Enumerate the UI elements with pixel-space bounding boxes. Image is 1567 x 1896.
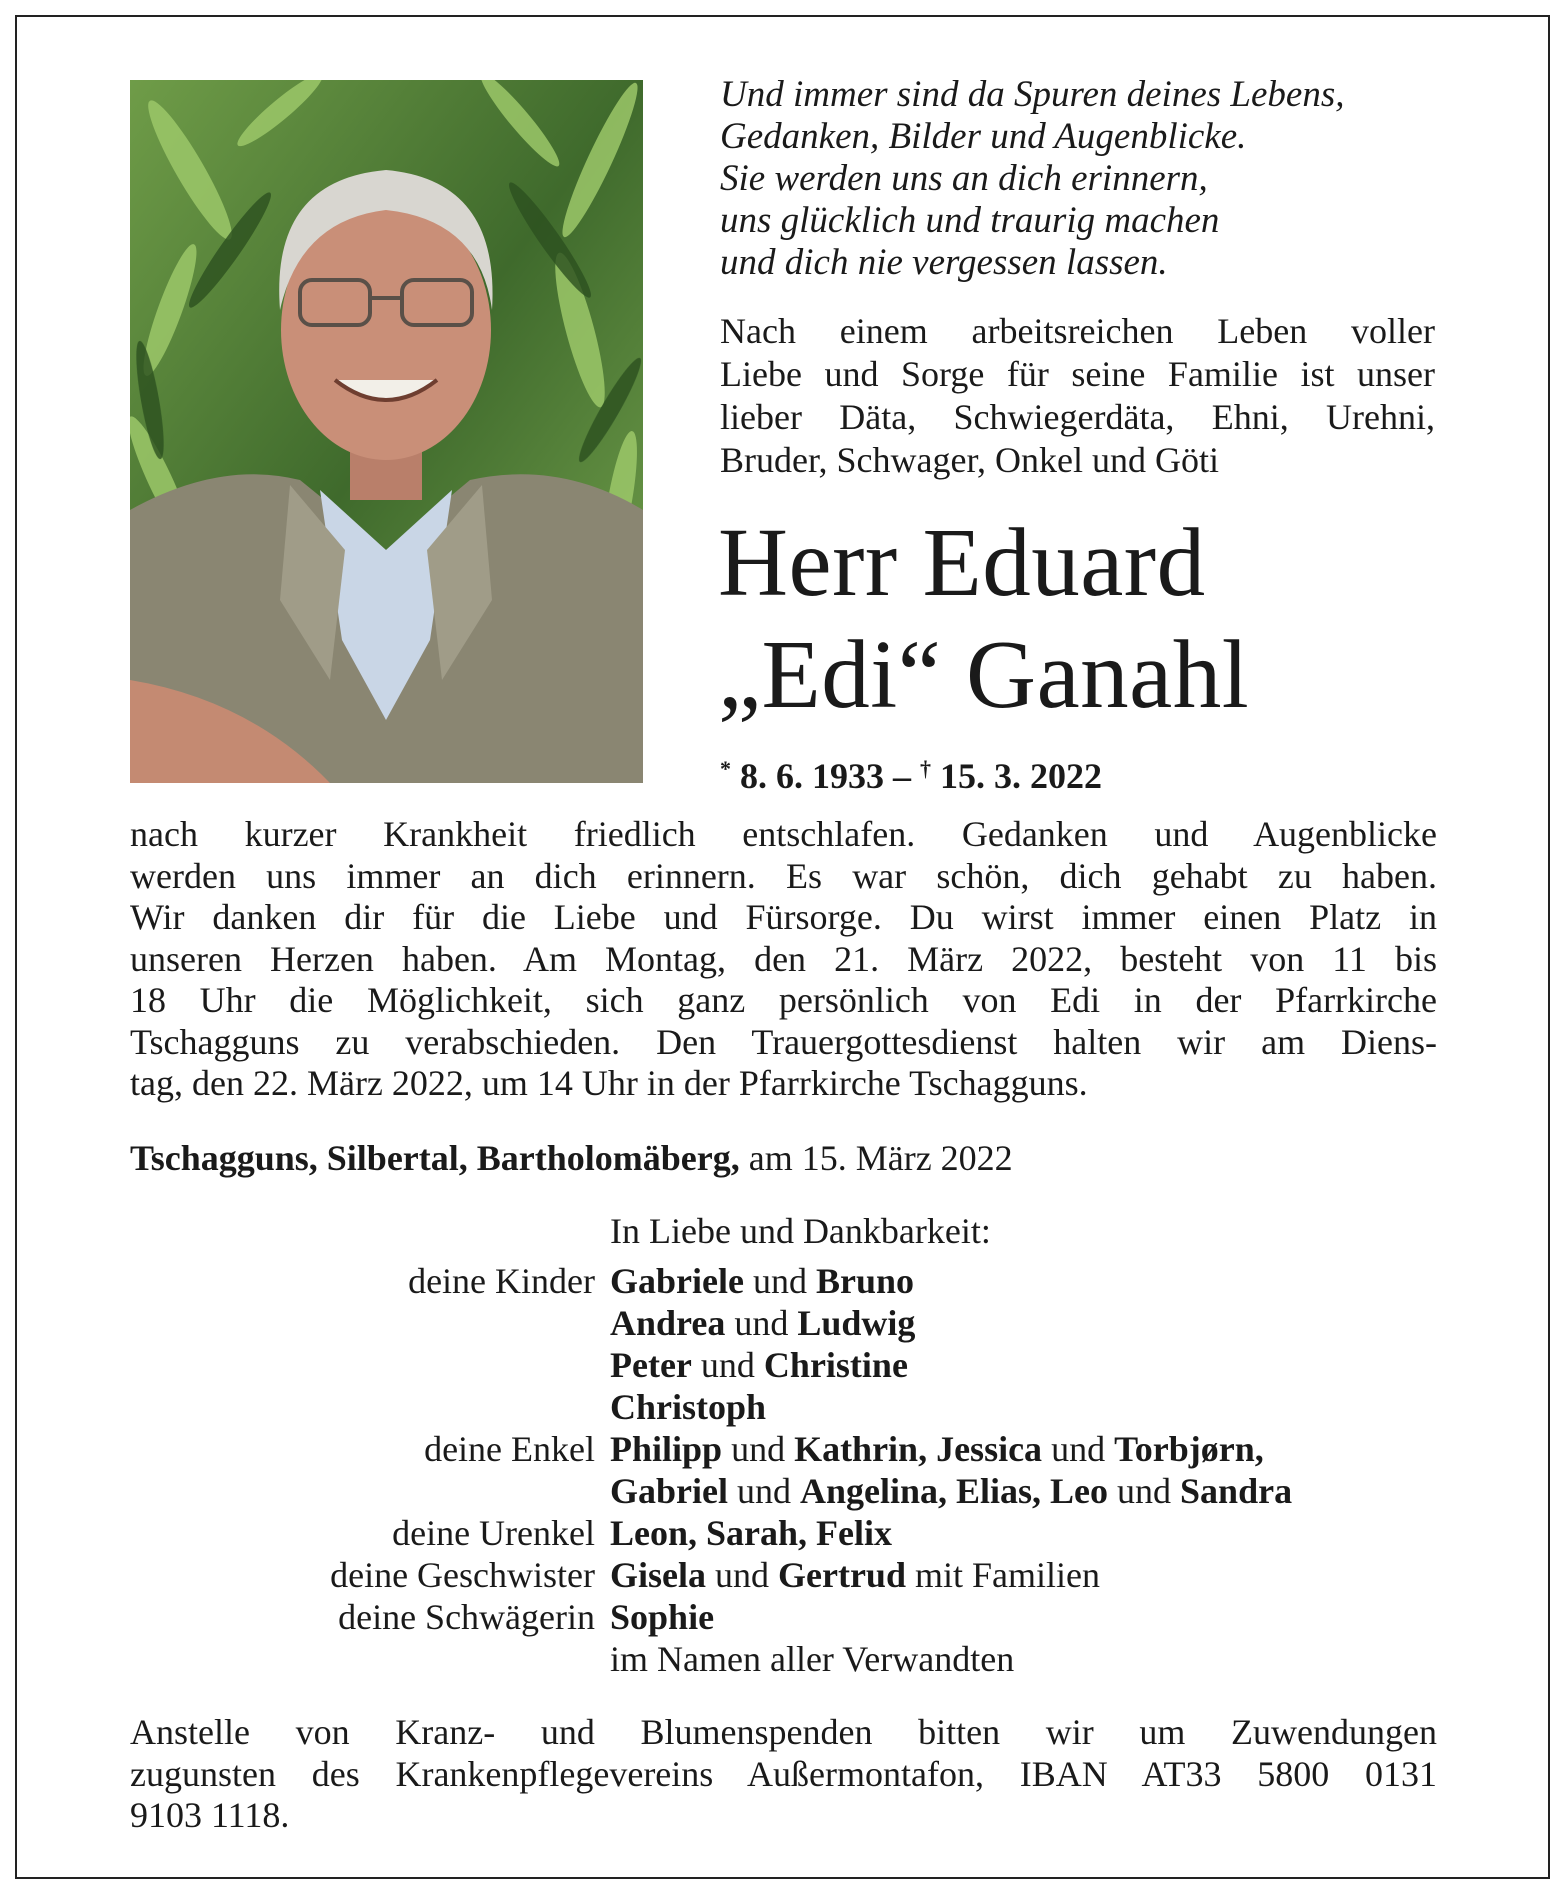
verwandte-line: im Namen aller Verwandten	[610, 1639, 1015, 1679]
family-name: Andrea	[610, 1303, 726, 1343]
family-names	[610, 1554, 1100, 1596]
body-line: Wir danken dir für die Liebe und Fürsorge. Du wirst immer einen Platz in	[130, 897, 1437, 937]
death-symbol: †	[920, 756, 931, 781]
relation-label: deine Urenkel	[392, 1513, 595, 1553]
family-name: Sandra	[1180, 1471, 1293, 1511]
family-connector: und	[743, 1261, 816, 1301]
place-date	[130, 1137, 1013, 1179]
relation-label: deine Geschwister	[330, 1555, 595, 1595]
relation-label: deine Kinder	[408, 1261, 595, 1301]
locations: Tschagguns, Silbertal, Bartholomäberg,	[130, 1138, 740, 1178]
family-name: Gabriele	[610, 1261, 744, 1301]
family-connector: mit Familien	[905, 1555, 1100, 1595]
body-line: nach kurzer Krankheit friedlich entschlafen. Gedanken und Augenblicke	[130, 814, 1437, 854]
body-text	[130, 814, 1437, 1105]
family-names	[610, 1512, 892, 1554]
intro-line: Liebe und Sorge für seine Familie ist unser	[720, 354, 1435, 394]
family-name: Sophie	[610, 1597, 715, 1637]
family-row-schwaegerin	[130, 1596, 1470, 1638]
body-line: Tschagguns zu verabschieden. Den Trauergottesdienst halten wir am Diens-	[130, 1021, 1437, 1062]
family-row-kinder	[130, 1386, 1470, 1428]
family-name: Kathrin, Jessica	[794, 1429, 1043, 1469]
family-name: Gabriel	[610, 1471, 728, 1511]
family-row-enkel	[130, 1470, 1470, 1512]
closing-line: 9103 1118.	[130, 1795, 290, 1835]
family-name: Bruno	[815, 1261, 915, 1301]
closing-line: zugunsten des Krankenpflegevereins Außermontafon, IBAN AT33 5800 0131	[130, 1753, 1437, 1794]
family-name: Gisela	[610, 1555, 706, 1595]
family-row-geschwister	[130, 1554, 1470, 1596]
intro-line: Nach einem arbeitsreichen Leben voller	[720, 311, 1435, 351]
body-line: werden uns immer an dich erinnern. Es war schön, dich gehabt zu haben.	[130, 855, 1437, 896]
family-row-kinder	[130, 1260, 1470, 1302]
name-line-2: „Edi“ Ganahl	[718, 621, 1250, 728]
family-name: Christoph	[610, 1387, 767, 1427]
family-names	[610, 1344, 908, 1386]
family-names	[610, 1260, 914, 1302]
death-date: 15. 3. 2022	[940, 756, 1102, 796]
relation-label	[130, 1386, 610, 1428]
poem	[720, 74, 1440, 284]
family-name: Ludwig	[797, 1303, 916, 1343]
relation-label: deine Enkel	[424, 1429, 595, 1469]
family-names	[610, 1302, 915, 1344]
poem-line: Gedanken, Bilder und Augenblicke.	[720, 116, 1247, 157]
family-connector: und	[706, 1555, 778, 1595]
intro-text	[720, 310, 1435, 482]
birth-date: 8. 6. 1933	[740, 756, 884, 796]
family-row-kinder	[130, 1344, 1470, 1386]
relation-label	[130, 1302, 610, 1344]
poem-line: Und immer sind da Spuren deines Lebens,	[720, 74, 1345, 115]
deceased-name	[718, 507, 1478, 731]
family-names	[610, 1428, 1264, 1470]
family-connector: und	[727, 1471, 800, 1511]
poem-line: und dich nie vergessen lassen.	[720, 242, 1168, 283]
family-connector: und	[722, 1429, 795, 1469]
family-name: Gertrud	[778, 1555, 906, 1595]
body-line: unseren Herzen haben. Am Montag, den 21. März 2022, besteht von 11 bis	[130, 938, 1437, 979]
relation-label	[130, 1470, 610, 1512]
mourners-list	[130, 1260, 1470, 1680]
name-line-1: Herr Eduard	[718, 509, 1206, 616]
thanks-line: In Liebe und Dankbarkeit:	[610, 1211, 991, 1251]
poem-line: Sie werden uns an dich erinnern,	[720, 158, 1208, 199]
family-row-enkel	[130, 1428, 1470, 1470]
relation-label: deine Schwägerin	[338, 1597, 595, 1637]
family-row-verwandte	[130, 1638, 1470, 1680]
family-name: Leon, Sarah, Felix	[610, 1513, 893, 1553]
poem-line: uns glücklich und traurig machen	[720, 200, 1220, 241]
family-name: Angelina, Elias, Leo	[799, 1471, 1109, 1511]
family-names	[610, 1386, 766, 1428]
body-line: tag, den 22. März 2022, um 14 Uhr in der Pfarrkirche Tschagguns.	[130, 1063, 1088, 1103]
relation-label	[130, 1344, 610, 1386]
body-line: 18 Uhr die Möglichkeit, sich ganz persönlich von Edi in der Pfarrkirche	[130, 980, 1437, 1020]
family-names	[610, 1596, 714, 1638]
family-names	[610, 1470, 1292, 1512]
family-connector: und	[1042, 1429, 1115, 1469]
closing-text	[130, 1712, 1437, 1837]
family-connector: und	[691, 1345, 764, 1385]
intro-line: lieber Däta, Schwiegerdäta, Ehni, Urehni,	[720, 397, 1435, 437]
relation-label	[130, 1638, 610, 1680]
family-name: Philipp	[610, 1429, 723, 1469]
family-row-kinder	[130, 1302, 1470, 1344]
portrait-photo	[130, 80, 643, 783]
family-connector: und	[725, 1303, 798, 1343]
place-date-text: am 15. März 2022	[739, 1138, 1013, 1178]
intro-line: Bruder, Schwager, Onkel und Göti	[720, 440, 1220, 480]
family-name: Peter	[610, 1345, 692, 1385]
family-connector: und	[1108, 1471, 1181, 1511]
family-row-urenkel	[130, 1512, 1470, 1554]
closing-line: Anstelle von Kranz- und Blumenspenden bitten wir um Zuwendungen	[130, 1712, 1437, 1752]
birth-symbol: *	[720, 756, 731, 781]
family-name: Torbjørn,	[1114, 1429, 1264, 1469]
date-dash: –	[893, 756, 911, 796]
family-name: Christine	[763, 1345, 908, 1385]
life-dates	[720, 748, 1102, 797]
